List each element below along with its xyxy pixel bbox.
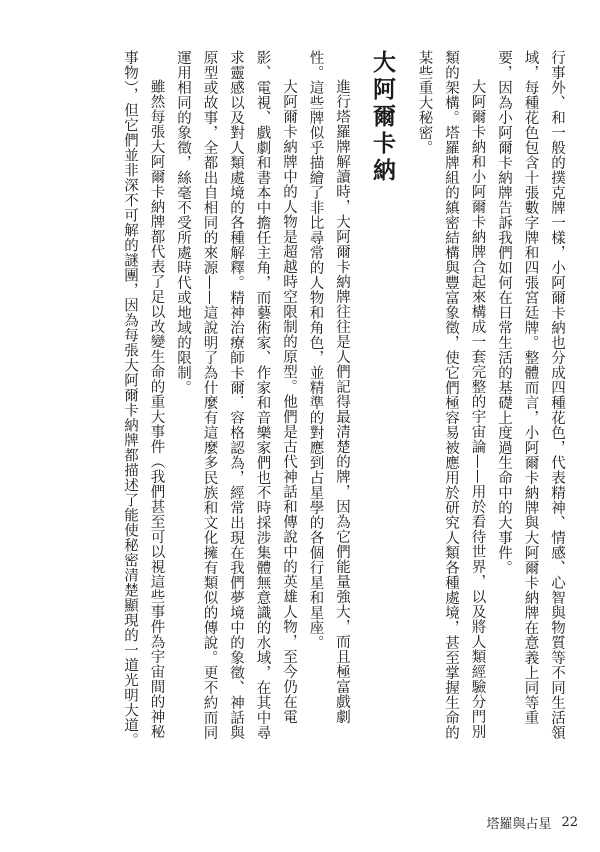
page-body: [30, 50, 570, 750]
paragraph: 進行塔羅牌解讀時，大阿爾卡納牌往往是人們記得最清楚的牌，因為它們能量強大，而且極富戲劇性。這些牌似乎描繪了非比尋常的人物和角色，並精準的對應到占星學的各個行星和星座。: [307, 50, 350, 724]
vertical-text-block: [30, 50, 570, 750]
paragraph: 雖然每張大阿爾卡納牌都代表了足以改變生命的重大事件（我們甚至可以視這些事件為宇宙間的神秘事物），但它們並非深不可解的謎團，因為每張大阿爾卡納牌都描述了能使秘密清楚顯現的一道光明大道。: [122, 50, 165, 748]
section-heading: 大阿爾卡納: [369, 50, 395, 185]
page-footer: [486, 812, 578, 832]
footer-book-title: 塔羅與占星: [486, 816, 552, 832]
paragraph: 大阿爾卡納牌中的人物是超越時空限制的原型。他們是古代神話和傳說中的英雄人物，至今仍在電影、電視、戲劇和書本中擔任主角，而藝術家、作家和音樂家們也不時採涉集體無意識的水域，在其中尋求靈感以及對人類處境的各種解釋。精神治療師卡爾．容格認為，經常出現在我們夢境中的象徵、神話與原型或故事，全都出自相同的來源——這說明了為什麼有這麼多民族和文化擁有類似的傳說。更不約而同運用相同的象徵，絲毫不受所處時代或地域的限制。: [175, 50, 297, 740]
paragraph: 大阿爾卡納和小阿爾卡納牌合起來構成一套完整的宇宙論——用於看待世界，以及將人類經驗分門別類的架構。塔羅牌組的縝密結構與豐富象徵，使它們極容易被應用於研究人類各種處境，甚至掌握生命的某些重大秘密。: [416, 50, 486, 740]
footer-page-number: 22: [561, 814, 578, 830]
paragraph: 行事外、和一般的撲克牌一樣，小阿爾卡納也分成四種花色，代表精神、情感、心智與物質等不同生活領域，每種花色包含十張數字牌和四張宮廷牌。整體而言，小阿爾卡納牌與大阿爾卡納牌在意義上同等重要，因為小阿爾卡納牌告訴我們如何在日常生活的基礎上度過生命中的大事件。: [496, 50, 565, 740]
